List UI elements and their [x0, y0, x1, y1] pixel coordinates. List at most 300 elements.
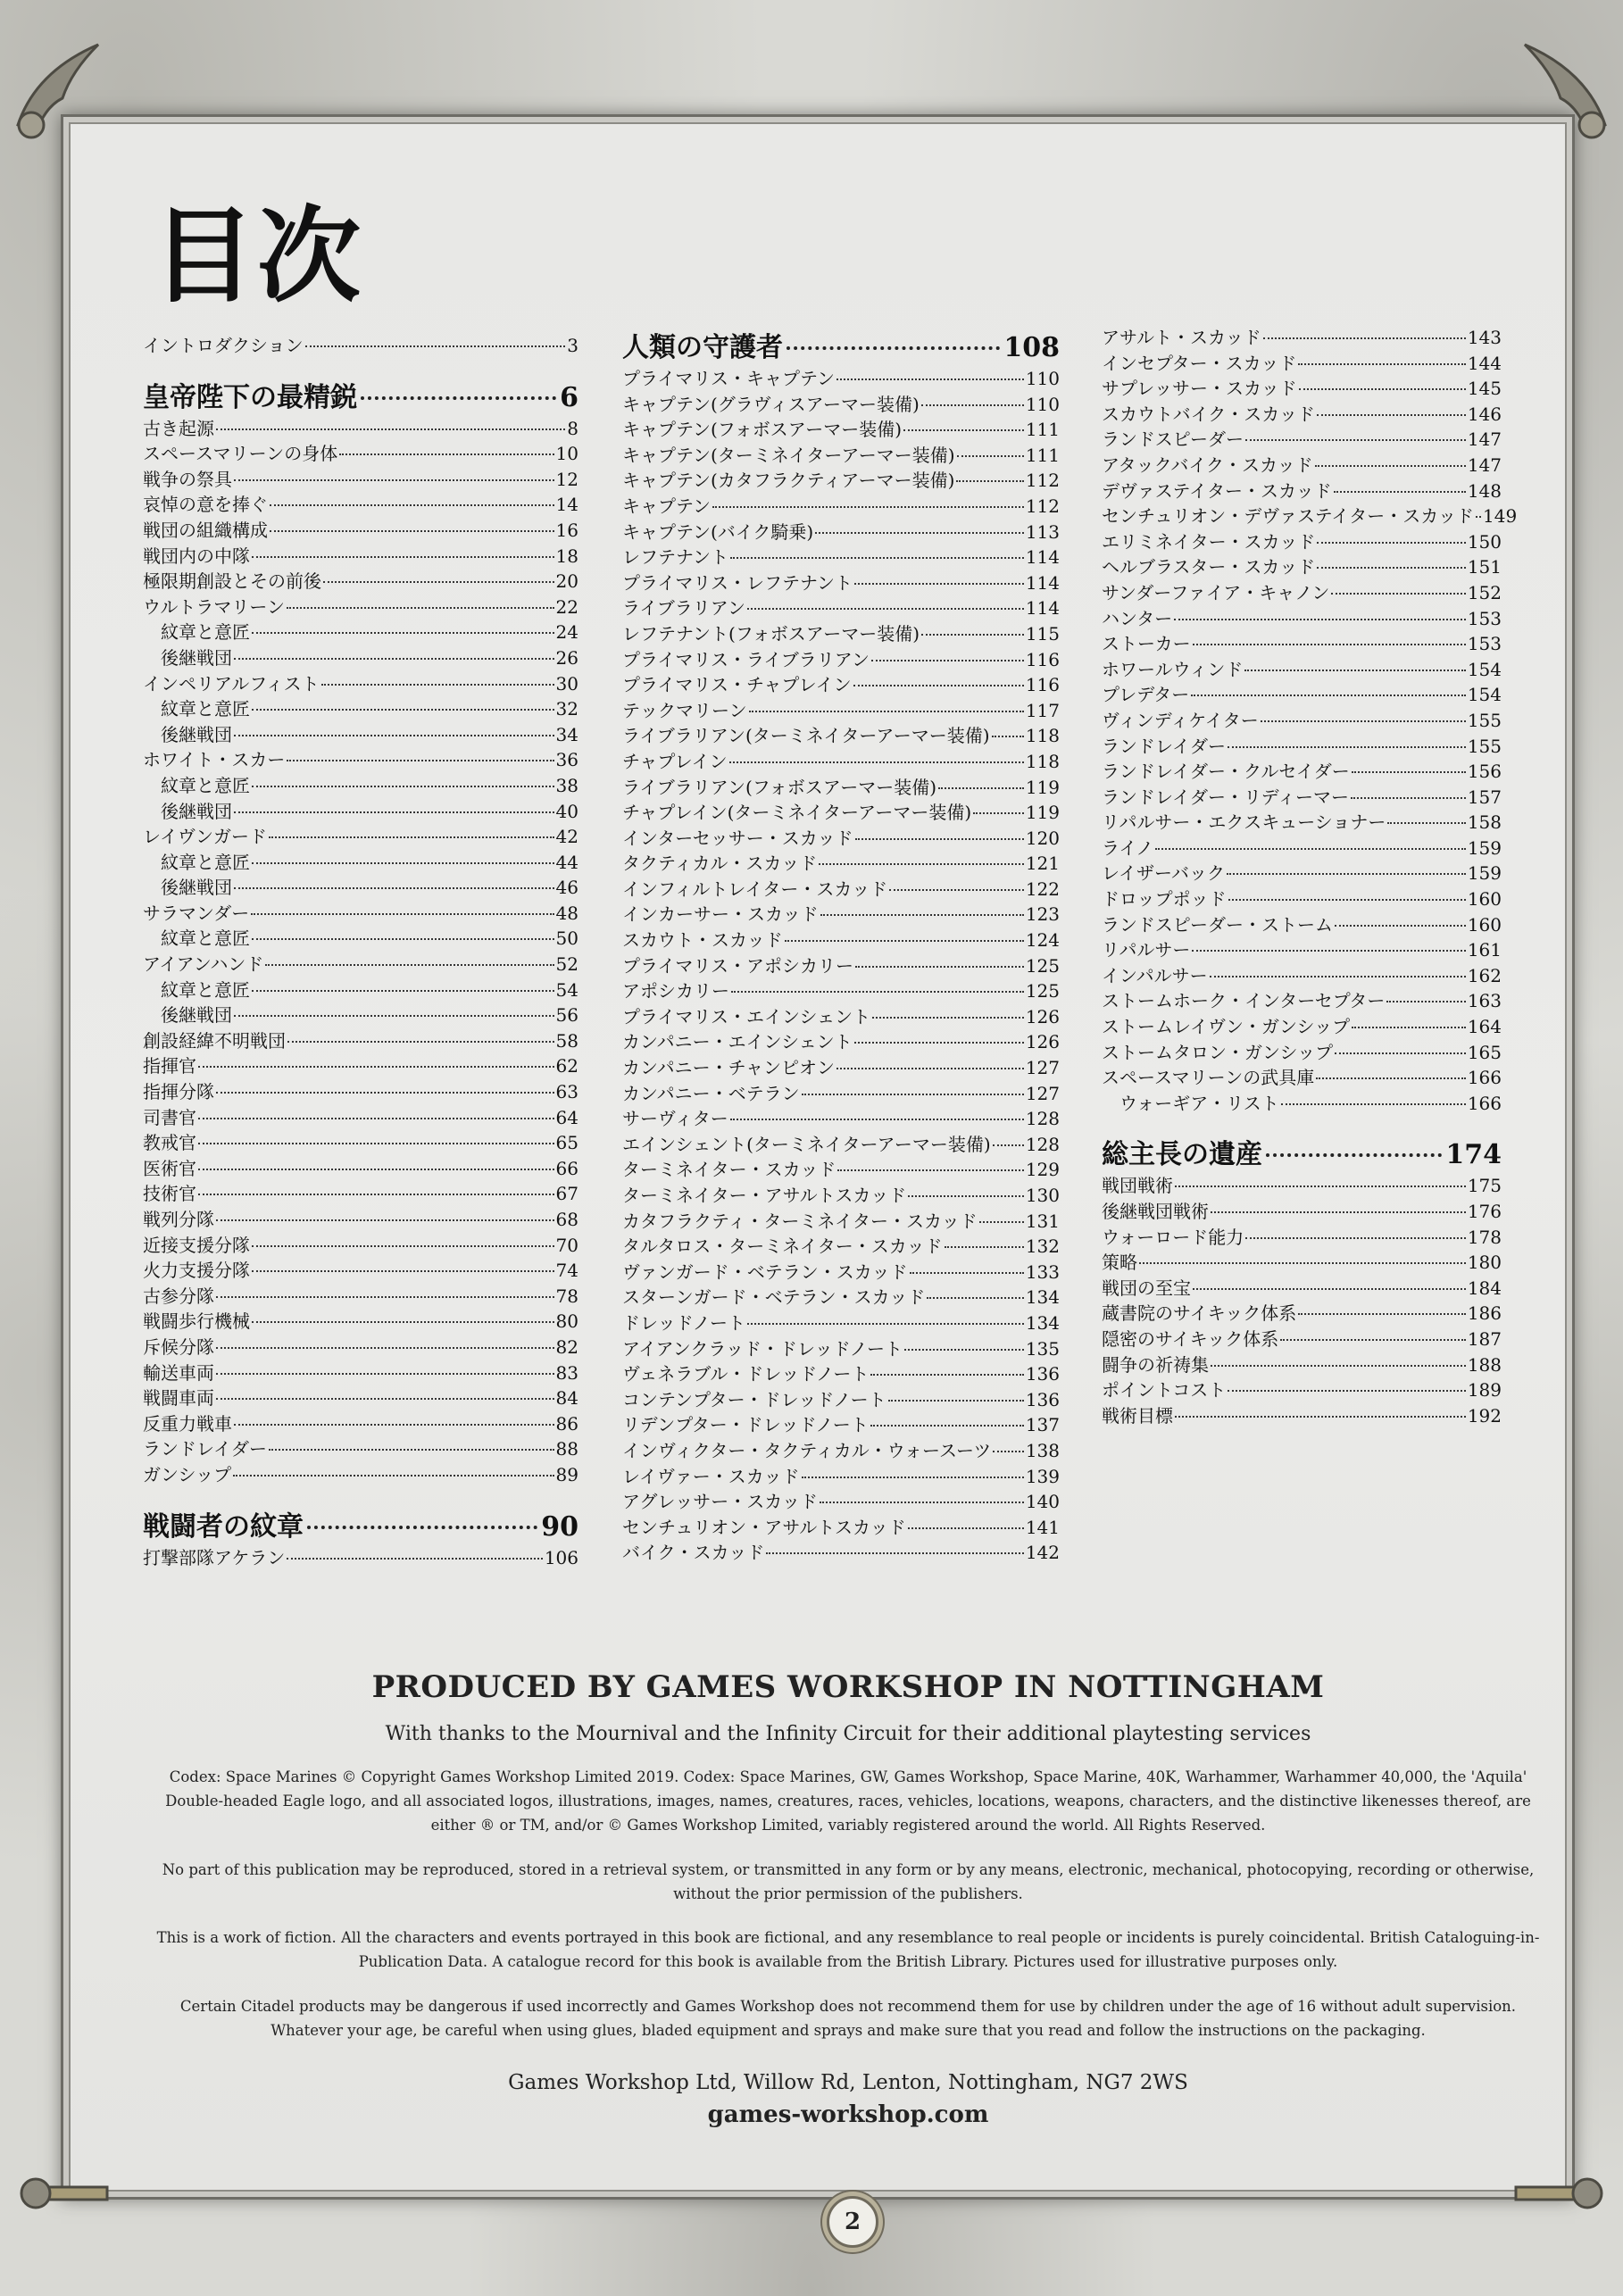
toc-entry[interactable] [622, 569, 1060, 595]
toc-page-number: 3 [567, 335, 578, 356]
dot-leader [820, 914, 1024, 916]
toc-column-1 [143, 331, 578, 1568]
dot-leader [287, 760, 553, 761]
toc-label: スターンガード・ベテラン・スカッド [622, 1286, 926, 1309]
toc-page-number: 140 [1025, 1491, 1060, 1513]
toc-label: 人類の守護者 [622, 332, 783, 363]
toc-entry[interactable] [143, 1001, 578, 1027]
section-gap [143, 357, 578, 375]
toc-entry[interactable] [622, 875, 1060, 901]
toc-label: インペリアルフィスト [143, 672, 320, 695]
toc-label: エインシェント(ターミネイターアーマー装備) [622, 1133, 991, 1155]
dot-leader [837, 1169, 1023, 1171]
toc-page-number: 42 [555, 826, 578, 848]
toc-entry[interactable] [143, 1128, 578, 1154]
toc-page-number: 159 [1467, 836, 1502, 859]
dot-leader [234, 811, 554, 813]
toc-page-number: 153 [1467, 633, 1502, 655]
toc-label: ヴェネラブル・ドレッドノート [622, 1363, 870, 1385]
toc-entry[interactable] [1102, 1223, 1502, 1249]
dot-leader [198, 1143, 554, 1144]
toc-page-number: 64 [555, 1106, 578, 1128]
toc-entry[interactable] [622, 798, 1060, 824]
toc-page-number: 166 [1467, 1067, 1502, 1089]
produced-by-heading: PRODUCED BY GAMES WORKSHOP IN NOTTINGHAM [371, 1669, 1325, 1705]
toc-entry[interactable] [143, 797, 578, 823]
toc-page-number: 66 [555, 1157, 578, 1179]
toc-label: 戦団戦術 [1102, 1175, 1173, 1197]
toc-entry[interactable] [143, 1435, 578, 1460]
dot-leader [908, 1195, 1024, 1197]
toc-entry[interactable] [143, 414, 578, 440]
toc-label: 紋章と意匠 [161, 774, 250, 796]
toc-page-number: 62 [555, 1055, 578, 1077]
toc-label: タルタロス・ターミネイター・スカッド [622, 1235, 943, 1258]
toc-entry[interactable] [143, 465, 578, 491]
toc-page-number: 80 [555, 1310, 578, 1333]
toc-page-number: 163 [1467, 990, 1502, 1012]
toc-page-number: 30 [555, 672, 578, 695]
toc-entry[interactable] [143, 771, 578, 797]
toc-entry[interactable] [143, 1205, 578, 1231]
toc-page-number: 84 [555, 1387, 578, 1410]
toc-entry[interactable] [622, 926, 1060, 952]
dot-leader [802, 1094, 1024, 1095]
toc-page-number: 159 [1467, 862, 1502, 885]
toc-entry[interactable] [143, 695, 578, 720]
toc-entry[interactable] [1102, 400, 1502, 426]
dot-leader [1175, 1416, 1466, 1418]
toc-entry[interactable] [622, 390, 1060, 416]
toc-label: ドロップポッド [1102, 888, 1227, 911]
toc-entry[interactable] [622, 441, 1060, 467]
toc-entry[interactable] [143, 1179, 578, 1205]
toc-entry[interactable] [622, 696, 1060, 722]
toc-page-number: 147 [1467, 453, 1502, 476]
dot-leader [836, 379, 1024, 380]
section-gap [143, 1486, 578, 1504]
dot-leader [730, 1119, 1024, 1120]
toc-entry[interactable] [1102, 732, 1502, 758]
toc-entry[interactable] [143, 439, 578, 465]
toc-entry[interactable] [622, 1385, 1060, 1411]
toc-label: スカウト・スカッド [622, 929, 783, 952]
toc-section-heading[interactable] [622, 325, 1060, 364]
toc-entry[interactable] [143, 644, 578, 670]
toc-entry[interactable] [622, 1410, 1060, 1436]
toc-page-number: 138 [1025, 1439, 1060, 1461]
dot-leader [198, 1118, 554, 1119]
toc-label: 極限期創設とその前後 [143, 570, 321, 593]
toc-page-number: 56 [555, 1004, 578, 1027]
toc-entry[interactable] [1102, 528, 1502, 553]
toc-entry[interactable] [622, 1079, 1060, 1105]
toc-label: センチュリオン・アサルトスカッド [622, 1516, 906, 1538]
toc-page-number: 174 [1445, 1139, 1502, 1171]
toc-entry[interactable] [143, 1231, 578, 1257]
toc-entry[interactable] [622, 1309, 1060, 1335]
dot-leader [234, 658, 554, 660]
toc-label: ホワールウィンド [1102, 658, 1244, 680]
toc-entry[interactable] [143, 1282, 578, 1308]
toc-label: 紋章と意匠 [161, 621, 250, 644]
toc-entry[interactable] [622, 670, 1060, 696]
toc-entry[interactable] [622, 824, 1060, 850]
credits-block [152, 1669, 1544, 2128]
toc-entry[interactable] [622, 721, 1060, 747]
dot-leader [234, 1424, 554, 1426]
toc-entry[interactable] [1102, 911, 1502, 936]
toc-label: 紋章と意匠 [161, 928, 250, 950]
dot-leader [853, 685, 1024, 686]
toc-entry[interactable] [1102, 859, 1502, 885]
toc-entry[interactable] [1102, 1197, 1502, 1223]
toc-page-number: 134 [1025, 1286, 1060, 1309]
toc-label: インパルサー [1102, 964, 1208, 986]
toc-entry[interactable] [143, 490, 578, 516]
toc-label: ライブラリアン [622, 597, 745, 620]
toc-label: ウルトラマリーン [143, 595, 285, 618]
dot-leader [956, 480, 1023, 482]
toc-page-number: 165 [1467, 1041, 1502, 1063]
toc-label: ウォーロード能力 [1102, 1226, 1244, 1248]
toc-entry[interactable] [143, 567, 578, 593]
toc-label: ポイントコスト [1102, 1379, 1227, 1402]
toc-entry[interactable] [622, 364, 1060, 390]
toc-entry[interactable] [622, 594, 1060, 620]
toc-entry[interactable] [622, 952, 1060, 977]
toc-page-number: 74 [555, 1260, 578, 1282]
toc-label: 皇帝陛下の最精鋭 [143, 381, 357, 413]
toc-label: レフテナント(フォボスアーマー装備) [622, 622, 920, 645]
toc-entry[interactable] [143, 516, 578, 542]
toc-page-number: 40 [555, 800, 578, 822]
toc-page-number: 160 [1467, 913, 1502, 936]
dot-leader [854, 583, 1024, 585]
toc-entry[interactable] [622, 1232, 1060, 1258]
winged-skull-ornament-icon [0, 36, 107, 143]
toc-entry[interactable] [622, 900, 1060, 926]
toc-entry[interactable] [143, 1460, 578, 1486]
toc-section-heading[interactable] [1102, 1132, 1502, 1171]
toc-page-number: 136 [1025, 1388, 1060, 1410]
dot-leader [1280, 1339, 1466, 1341]
toc-label: サプレッサー・スカッド [1102, 378, 1297, 400]
toc-entry[interactable] [1102, 349, 1502, 375]
toc-entry[interactable] [622, 1207, 1060, 1233]
toc-entry[interactable] [143, 1359, 578, 1385]
toc-page-number: 133 [1025, 1260, 1060, 1283]
toc-entry[interactable] [143, 670, 578, 695]
dot-leader [252, 632, 554, 634]
website-link[interactable]: games-workshop.com [707, 2101, 989, 2128]
toc-page-number: 129 [1025, 1159, 1060, 1181]
toc-entry[interactable] [143, 1543, 578, 1569]
toc-label: ライブラリアン(フォボスアーマー装備) [622, 776, 937, 798]
toc-label: ドレッドノート [622, 1311, 745, 1334]
toc-entry[interactable] [622, 773, 1060, 799]
toc-entry[interactable] [622, 492, 1060, 518]
toc-page-number: 184 [1467, 1277, 1502, 1299]
dot-leader [908, 1527, 1024, 1529]
toc-entry[interactable] [1102, 885, 1502, 911]
dot-leader [269, 836, 554, 838]
dot-leader [730, 557, 1024, 559]
dot-leader [321, 684, 554, 686]
toc-label: 輸送車両 [143, 1361, 214, 1384]
toc-page-number: 52 [555, 953, 578, 976]
dot-leader [252, 786, 554, 787]
toc-entry[interactable] [143, 1154, 578, 1180]
toc-page-number: 16 [555, 519, 578, 541]
toc-entry[interactable] [1102, 502, 1518, 528]
toc-entry[interactable] [622, 1155, 1060, 1181]
toc-entry[interactable] [622, 1360, 1060, 1385]
toc-entry[interactable] [1102, 451, 1502, 477]
toc-label: インヴィクター・タクティカル・ウォースーツ [622, 1439, 992, 1461]
page-number-badge: 2 [827, 2196, 878, 2248]
toc-entry[interactable] [143, 1333, 578, 1359]
toc-entry[interactable] [622, 466, 1060, 492]
toc-label: ランドスピーダー [1102, 428, 1244, 451]
toc-section-heading[interactable] [143, 375, 578, 414]
toc-label: チャプレイン [622, 750, 728, 772]
toc-label: ランドスピーダー・ストーム [1102, 913, 1333, 936]
toc-page-number: 124 [1025, 929, 1060, 952]
dot-leader [1174, 619, 1466, 620]
toc-page-number: 149 [1483, 505, 1518, 528]
toc-page-number: 130 [1025, 1185, 1060, 1206]
dot-leader [870, 1425, 1024, 1427]
winged-skull-ornament-icon [1516, 36, 1623, 143]
toc-page-number: 48 [555, 902, 578, 924]
toc-entry[interactable] [143, 1103, 578, 1129]
dot-leader [1299, 388, 1466, 390]
toc-page-number: 135 [1025, 1337, 1060, 1360]
toc-entry[interactable] [1102, 477, 1502, 503]
dot-leader [198, 1194, 554, 1195]
toc-entry[interactable] [1102, 834, 1502, 860]
toc-label: アタックバイク・スカッド [1102, 453, 1313, 476]
toc-page-number: 8 [567, 417, 578, 439]
dot-leader [1334, 491, 1466, 493]
toc-page-number: 119 [1025, 802, 1060, 824]
toc-entry[interactable] [143, 873, 578, 899]
toc-entry[interactable] [143, 618, 578, 644]
toc-entry[interactable] [1102, 1351, 1502, 1377]
toc-entry[interactable] [1102, 757, 1502, 783]
toc-entry[interactable] [622, 620, 1060, 645]
toc-entry[interactable] [1102, 1012, 1502, 1038]
toc-entry[interactable] [1102, 1402, 1502, 1427]
toc-page-number: 83 [555, 1361, 578, 1384]
toc-entry[interactable] [622, 1104, 1060, 1130]
dot-leader [1266, 1153, 1442, 1157]
toc-entry[interactable] [1102, 1248, 1502, 1274]
toc-entry[interactable] [143, 720, 578, 746]
toc-label: テックマリーン [622, 699, 747, 721]
toc-page-number: 111 [1025, 444, 1060, 466]
dot-leader [870, 1374, 1023, 1376]
toc-label: インターセッサー・スカッド [622, 827, 853, 849]
toc-page-number: 67 [555, 1183, 578, 1205]
toc-entry[interactable] [622, 543, 1060, 569]
toc-entry[interactable] [143, 1410, 578, 1435]
toc-entry[interactable] [1102, 374, 1502, 400]
toc-label: ストームレイヴン・ガンシップ [1102, 1016, 1351, 1038]
dot-leader [747, 1323, 1024, 1325]
toc-label: カタフラクティ・ターミネイター・スカッド [622, 1210, 978, 1232]
toc-entry[interactable] [143, 542, 578, 568]
toc-entry[interactable] [622, 1258, 1060, 1284]
toc-entry[interactable] [1102, 936, 1502, 961]
toc-entry[interactable] [622, 1053, 1060, 1079]
toc-entry[interactable] [143, 1052, 578, 1077]
toc-page-number: 112 [1025, 470, 1060, 492]
toc-entry[interactable] [143, 745, 578, 771]
dot-leader [251, 913, 553, 915]
toc-entry[interactable] [1102, 425, 1502, 451]
toc-label: 医術官 [143, 1157, 196, 1179]
toc-entry[interactable] [143, 899, 578, 925]
toc-label: 創設経緯不明戦団 [143, 1029, 286, 1052]
toc-label: ストーカー [1102, 633, 1191, 655]
toc-entry[interactable] [1102, 1089, 1502, 1115]
toc-page-number: 32 [555, 698, 578, 720]
dot-leader [1175, 1185, 1466, 1187]
toc-entry[interactable] [622, 415, 1060, 441]
dot-leader [270, 504, 554, 506]
toc-entry[interactable] [143, 822, 578, 848]
toc-entry[interactable] [622, 1538, 1060, 1564]
toc-entry[interactable] [1102, 1299, 1502, 1325]
dot-leader [252, 556, 554, 558]
dot-leader [871, 660, 1024, 661]
toc-entry[interactable] [1102, 1274, 1502, 1300]
toc-page-number: 110 [1025, 368, 1060, 389]
toc-entry[interactable] [622, 1002, 1060, 1028]
toc-entry[interactable] [143, 1256, 578, 1282]
toc-entry[interactable] [622, 1027, 1060, 1053]
toc-page-number: 26 [555, 646, 578, 669]
dot-leader [234, 887, 554, 889]
toc-section-heading[interactable] [143, 1504, 578, 1543]
toc-entry[interactable] [1102, 1376, 1502, 1402]
toc-label: 戦団の組織構成 [143, 519, 268, 541]
toc-label: アイアンハンド [143, 953, 264, 976]
toc-entry[interactable] [1102, 986, 1502, 1012]
toc-entry[interactable] [143, 848, 578, 874]
toc-entry[interactable] [1102, 1063, 1502, 1089]
toc-page-number: 82 [555, 1335, 578, 1358]
toc-entry[interactable] [143, 976, 578, 1002]
toc-entry[interactable] [622, 747, 1060, 773]
toc-entry[interactable] [1102, 1038, 1502, 1064]
dot-leader [305, 345, 566, 347]
toc-page-number: 146 [1467, 403, 1502, 425]
toc-entry[interactable] [1102, 961, 1502, 987]
dot-leader [1386, 1001, 1465, 1002]
toc-entry[interactable] [143, 924, 578, 950]
toc-label: 紋章と意匠 [161, 851, 250, 873]
toc-entry[interactable] [1102, 604, 1502, 630]
dot-leader [216, 1219, 554, 1221]
toc-entry[interactable] [1102, 553, 1502, 578]
toc-entry[interactable] [1102, 680, 1502, 706]
dot-leader [287, 1558, 542, 1560]
toc-entry[interactable] [143, 1077, 578, 1103]
toc-entry[interactable] [1102, 1171, 1502, 1197]
toc-column-3 [1102, 323, 1518, 1427]
copyright-notice: Codex: Space Marines © Copyright Games Workshop Limited 2019. Codex: Space Marines, GW, Games Workshop, Space Marine, 40K, Warhammer, Warhammer 40,000, the 'Aquila' Double-headed Eagle logo, and all associated logos, illustrations, images, names, creatures, races, vehicles, locations, weapons, characters, and the distinctive likenesses thereof, are either ® or TM, and/or © Games Workshop Limited, variably registered around the world. All Rights Reserved. [165, 1768, 1531, 1834]
toc-entry[interactable] [1102, 808, 1502, 834]
toc-label: 指揮官 [143, 1055, 196, 1077]
toc-entry[interactable] [1102, 323, 1502, 349]
toc-entry[interactable] [143, 593, 578, 619]
dot-leader [802, 1477, 1024, 1478]
toc-entry[interactable] [1102, 706, 1502, 732]
toc-entry[interactable] [143, 950, 578, 976]
toc-label: センチュリオン・デヴァステイター・スカッド [1102, 505, 1474, 528]
toc-page-number: 145 [1467, 378, 1502, 400]
toc-label: レイヴンガード [143, 826, 267, 848]
toc-entry[interactable] [622, 849, 1060, 875]
toc-entry[interactable] [622, 1283, 1060, 1309]
toc-entry[interactable] [622, 1436, 1060, 1462]
toc-label: チャプレイン(ターミネイターアーマー装備) [622, 802, 972, 824]
toc-entry[interactable] [622, 1462, 1060, 1488]
dot-leader [820, 1502, 1024, 1503]
toc-entry[interactable] [622, 645, 1060, 671]
toc-entry[interactable] [622, 1513, 1060, 1539]
toc-entry[interactable] [622, 1487, 1060, 1513]
toc-entry[interactable] [1102, 629, 1502, 655]
toc-entry[interactable] [143, 331, 578, 357]
toc-page-number: 153 [1467, 607, 1502, 629]
toc-entry[interactable] [622, 1181, 1060, 1207]
toc-page-number: 34 [555, 723, 578, 745]
toc-entry[interactable] [622, 977, 1060, 1002]
toc-page-number: 111 [1025, 419, 1060, 441]
toc-entry[interactable] [622, 1335, 1060, 1360]
dot-leader [1211, 1365, 1466, 1367]
dot-leader [1352, 1027, 1466, 1028]
toc-label: リパルサー [1102, 939, 1191, 961]
dot-leader [819, 863, 1024, 865]
toc-entry[interactable] [622, 518, 1060, 544]
toc-page-number: 178 [1467, 1226, 1502, 1248]
dot-leader [904, 1349, 1024, 1351]
toc-entry[interactable] [1102, 783, 1502, 809]
toc-label: ストームタロン・ガンシップ [1102, 1041, 1334, 1063]
toc-entry[interactable] [143, 1307, 578, 1333]
toc-label: 戦争の祭具 [143, 468, 232, 490]
toc-entry[interactable] [622, 1130, 1060, 1156]
toc-label: ガンシップ [143, 1463, 232, 1485]
toc-page-number: 115 [1025, 622, 1060, 645]
toc-entry[interactable] [1102, 578, 1502, 604]
dot-leader [979, 1221, 1024, 1223]
dot-leader [731, 991, 1024, 993]
toc-entry[interactable] [1102, 655, 1502, 681]
toc-entry[interactable] [143, 1027, 578, 1052]
toc-label: ヴァンガード・ベテラン・スカッド [622, 1260, 908, 1283]
toc-entry[interactable] [143, 1384, 578, 1410]
toc-entry[interactable] [1102, 1325, 1502, 1351]
dot-leader [1245, 1237, 1466, 1239]
dot-leader [1317, 414, 1466, 416]
toc-page-number: 113 [1025, 520, 1060, 543]
